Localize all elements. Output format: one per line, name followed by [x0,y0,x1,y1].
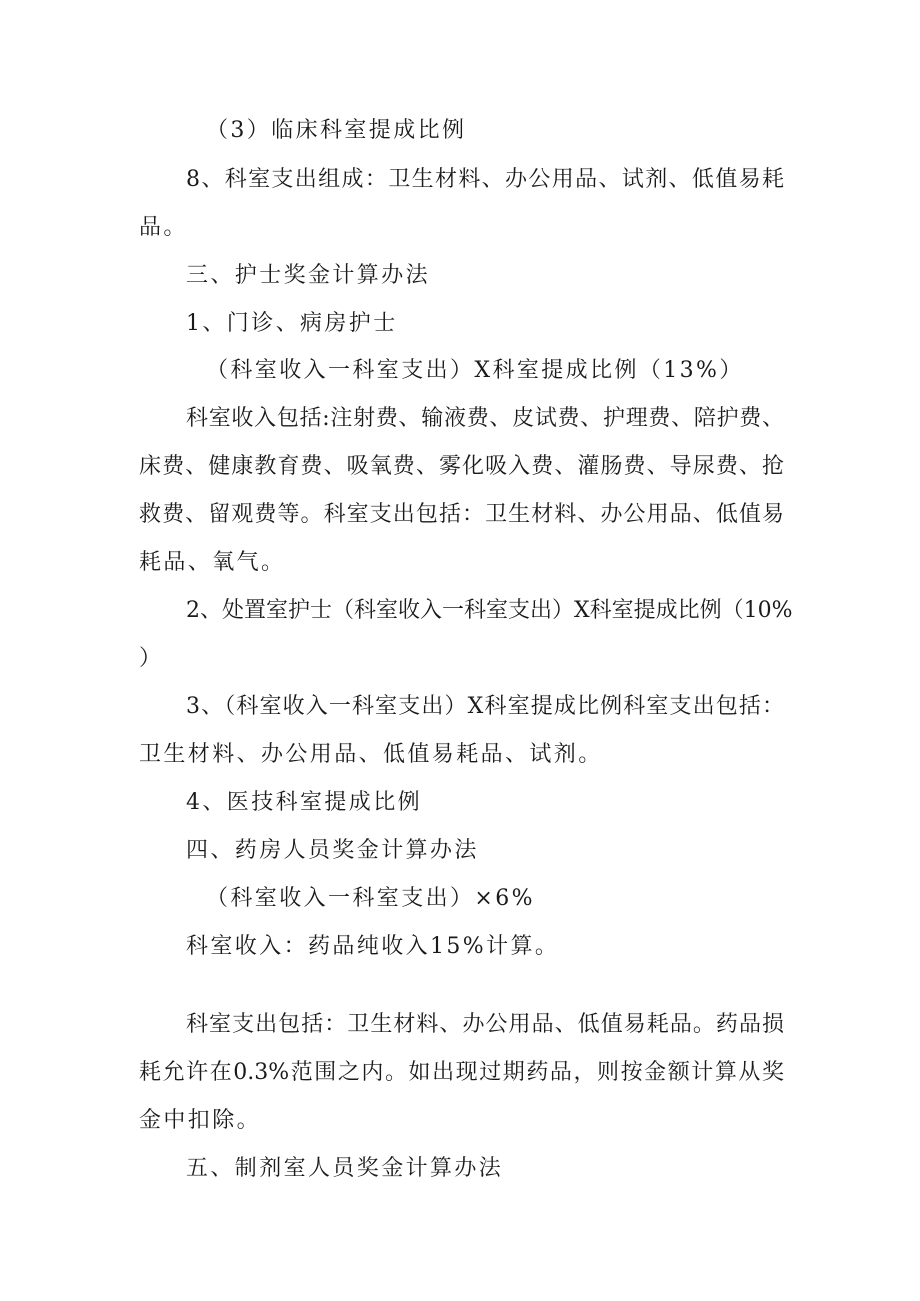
nurse-income-line-1: 科室收入包括:注射费、输液费、皮试费、护理费、陪护费、 [186,406,784,431]
medical-tech-ratio-heading: 4、医技科室提成比例 [186,790,422,815]
item-3-line-2: 卫生材料、办公用品、低值易耗品、试剂。 [139,742,603,767]
pharmacy-formula-6: （科室收入一科室支出）×6% [206,886,535,911]
pharmacy-expense-line-3: 金中扣除。 [139,1108,262,1133]
pharmacy-expense-line-2: 耗允许在0.3%范围之内。如出现过期药品，则按金额计算从奖 [139,1060,784,1085]
expense-composition-line: 8、科室支出组成：卫生材料、办公用品、试剂、低值易耗 [186,167,784,192]
pharmacy-income-line: 科室收入：药品纯收入15%计算。 [186,934,560,959]
treatment-room-nurse-line: 2、处置室护士（科室收入一科室支出）X科室提成比例（10% [186,598,793,623]
expense-composition-end: 品。 [139,215,188,240]
pharmacy-expense-line-1: 科室支出包括：卫生材料、办公用品、低值易耗品。药品损 [186,1012,784,1037]
item-3-line-1: 3、（科室收入一科室支出）X科室提成比例科室支出包括： [186,694,784,719]
nurse-income-line-4: 耗品、氧气。 [139,550,286,575]
section-pharmacy-bonus-heading: 四、药房人员奖金计算办法 [186,838,479,863]
treatment-room-nurse-end: ） [139,646,164,671]
nurse-formula-13: （科室收入一科室支出）X科室提成比例（13%） [206,358,744,383]
nurse-income-line-3: 救费、留观费等。科室支出包括：卫生材料、办公用品、低值易 [139,502,784,527]
clinical-ratio-heading: （3）临床科室提成比例 [206,118,467,143]
nurse-income-line-2: 床费、健康教育费、吸氧费、雾化吸入费、灌肠费、导尿费、抢 [139,454,784,479]
section-nurse-bonus-heading: 三、护士奖金计算办法 [186,263,431,288]
outpatient-ward-nurse-heading: 1、门诊、病房护士 [186,311,398,336]
section-preparation-room-bonus-heading: 五、制剂室人员奖金计算办法 [186,1156,504,1181]
